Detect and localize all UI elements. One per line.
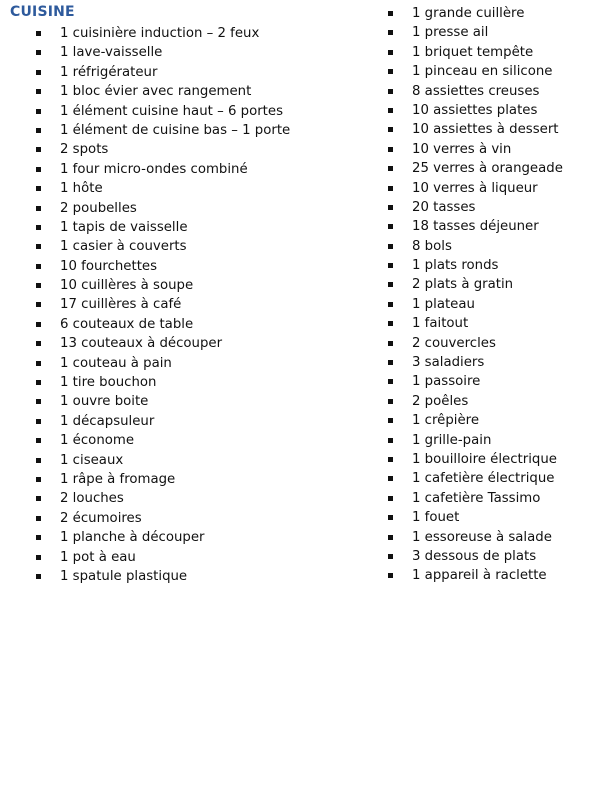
item-label: 20 tasses: [412, 199, 476, 215]
square-bullet-icon: [36, 380, 41, 385]
item-label: 10 verres à liqueur: [412, 180, 538, 196]
square-bullet-icon: [36, 341, 41, 346]
item-label: 1 plats ronds: [412, 258, 499, 274]
item-label: 1 four micro-ondes combiné: [60, 161, 248, 177]
item-label: 1 cafetière électrique: [412, 471, 555, 487]
square-bullet-icon: [36, 361, 41, 366]
square-bullet-icon: [36, 225, 41, 230]
square-bullet-icon: [36, 535, 41, 540]
square-bullet-icon: [388, 476, 393, 481]
square-bullet-icon: [388, 127, 393, 132]
item-label: 1 briquet tempête: [412, 44, 534, 60]
item-label: 1 grille-pain: [412, 432, 492, 448]
item-label: 10 cuillères à soupe: [60, 278, 194, 294]
item-label: 6 couteaux de table: [60, 316, 194, 332]
item-label: 3 saladiers: [412, 355, 485, 371]
item-label: 1 élément de cuisine bas – 1 porte: [60, 122, 291, 138]
item-label: 2 poêles: [412, 393, 469, 409]
square-bullet-icon: [388, 186, 393, 191]
item-label: 2 plats à gratin: [412, 277, 514, 293]
item-label: 1 planche à découper: [60, 530, 205, 546]
item-label: 13 couteaux à découper: [60, 336, 223, 352]
square-bullet-icon: [36, 109, 41, 114]
square-bullet-icon: [36, 167, 41, 172]
item-label: 2 spots: [60, 142, 109, 158]
item-label: 1 presse ail: [412, 25, 489, 41]
item-label: 1 ciseaux: [60, 452, 124, 468]
item-label: 17 cuillères à café: [60, 297, 182, 313]
square-bullet-icon: [36, 555, 41, 560]
square-bullet-icon: [36, 477, 41, 482]
item-label: 1 appareil à raclette: [412, 568, 547, 584]
square-bullet-icon: [36, 574, 41, 579]
item-label: 1 couteau à pain: [60, 355, 172, 371]
square-bullet-icon: [36, 516, 41, 521]
square-bullet-icon: [388, 244, 393, 249]
item-label: 10 verres à vin: [412, 141, 512, 157]
item-label: 10 assiettes plates: [412, 102, 538, 118]
square-bullet-icon: [36, 458, 41, 463]
square-bullet-icon: [388, 302, 393, 307]
item-label: 1 spatule plastique: [60, 568, 188, 584]
square-bullet-icon: [388, 573, 393, 578]
square-bullet-icon: [388, 11, 393, 16]
item-label: 1 plateau: [412, 296, 475, 312]
item-label: 1 faitout: [412, 316, 469, 332]
item-label: 1 élément cuisine haut – 6 portes: [60, 103, 284, 119]
item-label: 1 décapsuleur: [60, 413, 155, 429]
square-bullet-icon: [388, 360, 393, 365]
square-bullet-icon: [36, 244, 41, 249]
square-bullet-icon: [36, 70, 41, 75]
item-label: 8 bols: [412, 238, 452, 254]
square-bullet-icon: [388, 69, 393, 74]
square-bullet-icon: [36, 438, 41, 443]
square-bullet-icon: [388, 418, 393, 423]
square-bullet-icon: [388, 438, 393, 443]
square-bullet-icon: [36, 128, 41, 133]
item-label: 2 louches: [60, 491, 124, 507]
square-bullet-icon: [388, 224, 393, 229]
item-label: 3 dessous de plats: [412, 548, 537, 564]
square-bullet-icon: [388, 205, 393, 210]
square-bullet-icon: [388, 30, 393, 35]
square-bullet-icon: [36, 147, 41, 152]
item-label: 1 cafetière Tassimo: [412, 490, 541, 506]
item-label: 1 ouvre boite: [60, 394, 149, 410]
square-bullet-icon: [388, 147, 393, 152]
square-bullet-icon: [36, 399, 41, 404]
item-label: 1 grande cuillère: [412, 6, 525, 21]
square-bullet-icon: [388, 379, 393, 384]
square-bullet-icon: [388, 399, 393, 404]
square-bullet-icon: [36, 302, 41, 307]
section-title: CUISINE: [10, 4, 75, 20]
square-bullet-icon: [388, 263, 393, 268]
square-bullet-icon: [388, 535, 393, 540]
square-bullet-icon: [388, 341, 393, 346]
square-bullet-icon: [388, 554, 393, 559]
square-bullet-icon: [388, 89, 393, 94]
square-bullet-icon: [388, 282, 393, 287]
square-bullet-icon: [36, 31, 41, 36]
item-label: 1 bloc évier avec rangement: [60, 84, 252, 100]
item-label: 1 râpe à fromage: [60, 471, 176, 487]
square-bullet-icon: [36, 50, 41, 55]
item-label: 1 fouet: [412, 510, 460, 526]
item-label: 1 pinceau en silicone: [412, 64, 553, 80]
item-label: 2 écumoires: [60, 510, 142, 526]
square-bullet-icon: [36, 419, 41, 424]
item-label: 2 couvercles: [412, 335, 496, 351]
square-bullet-icon: [36, 186, 41, 191]
square-bullet-icon: [36, 264, 41, 269]
item-label: 1 pot à eau: [60, 549, 136, 565]
item-label: 1 lave-vaisselle: [60, 45, 163, 61]
square-bullet-icon: [388, 321, 393, 326]
item-label: 10 assiettes à dessert: [412, 122, 559, 138]
item-label: 10 fourchettes: [60, 258, 158, 274]
square-bullet-icon: [388, 50, 393, 55]
item-label: 1 hôte: [60, 181, 103, 197]
square-bullet-icon: [36, 322, 41, 327]
item-label: 25 verres à orangeade: [412, 161, 563, 177]
item-label: 1 bouilloire électrique: [412, 451, 557, 467]
item-label: 1 économe: [60, 433, 135, 449]
square-bullet-icon: [388, 515, 393, 520]
item-label: 1 réfrigérateur: [60, 64, 158, 80]
item-label: 1 crêpière: [412, 413, 480, 429]
item-label: 2 poubelles: [60, 200, 137, 216]
item-label: 1 cuisinière induction – 2 feux: [60, 26, 260, 41]
item-label: 1 passoire: [412, 374, 481, 390]
item-label: 8 assiettes creuses: [412, 83, 540, 99]
square-bullet-icon: [388, 166, 393, 171]
item-label: 1 tapis de vaisselle: [60, 219, 188, 235]
square-bullet-icon: [388, 496, 393, 501]
square-bullet-icon: [36, 496, 41, 501]
square-bullet-icon: [388, 457, 393, 462]
item-label: 18 tasses déjeuner: [412, 219, 539, 235]
item-label: 1 essoreuse à salade: [412, 529, 552, 545]
square-bullet-icon: [36, 206, 41, 211]
item-label: 1 tire bouchon: [60, 375, 157, 391]
square-bullet-icon: [388, 108, 393, 113]
square-bullet-icon: [36, 89, 41, 94]
square-bullet-icon: [36, 283, 41, 288]
item-label: 1 casier à couverts: [60, 239, 187, 255]
